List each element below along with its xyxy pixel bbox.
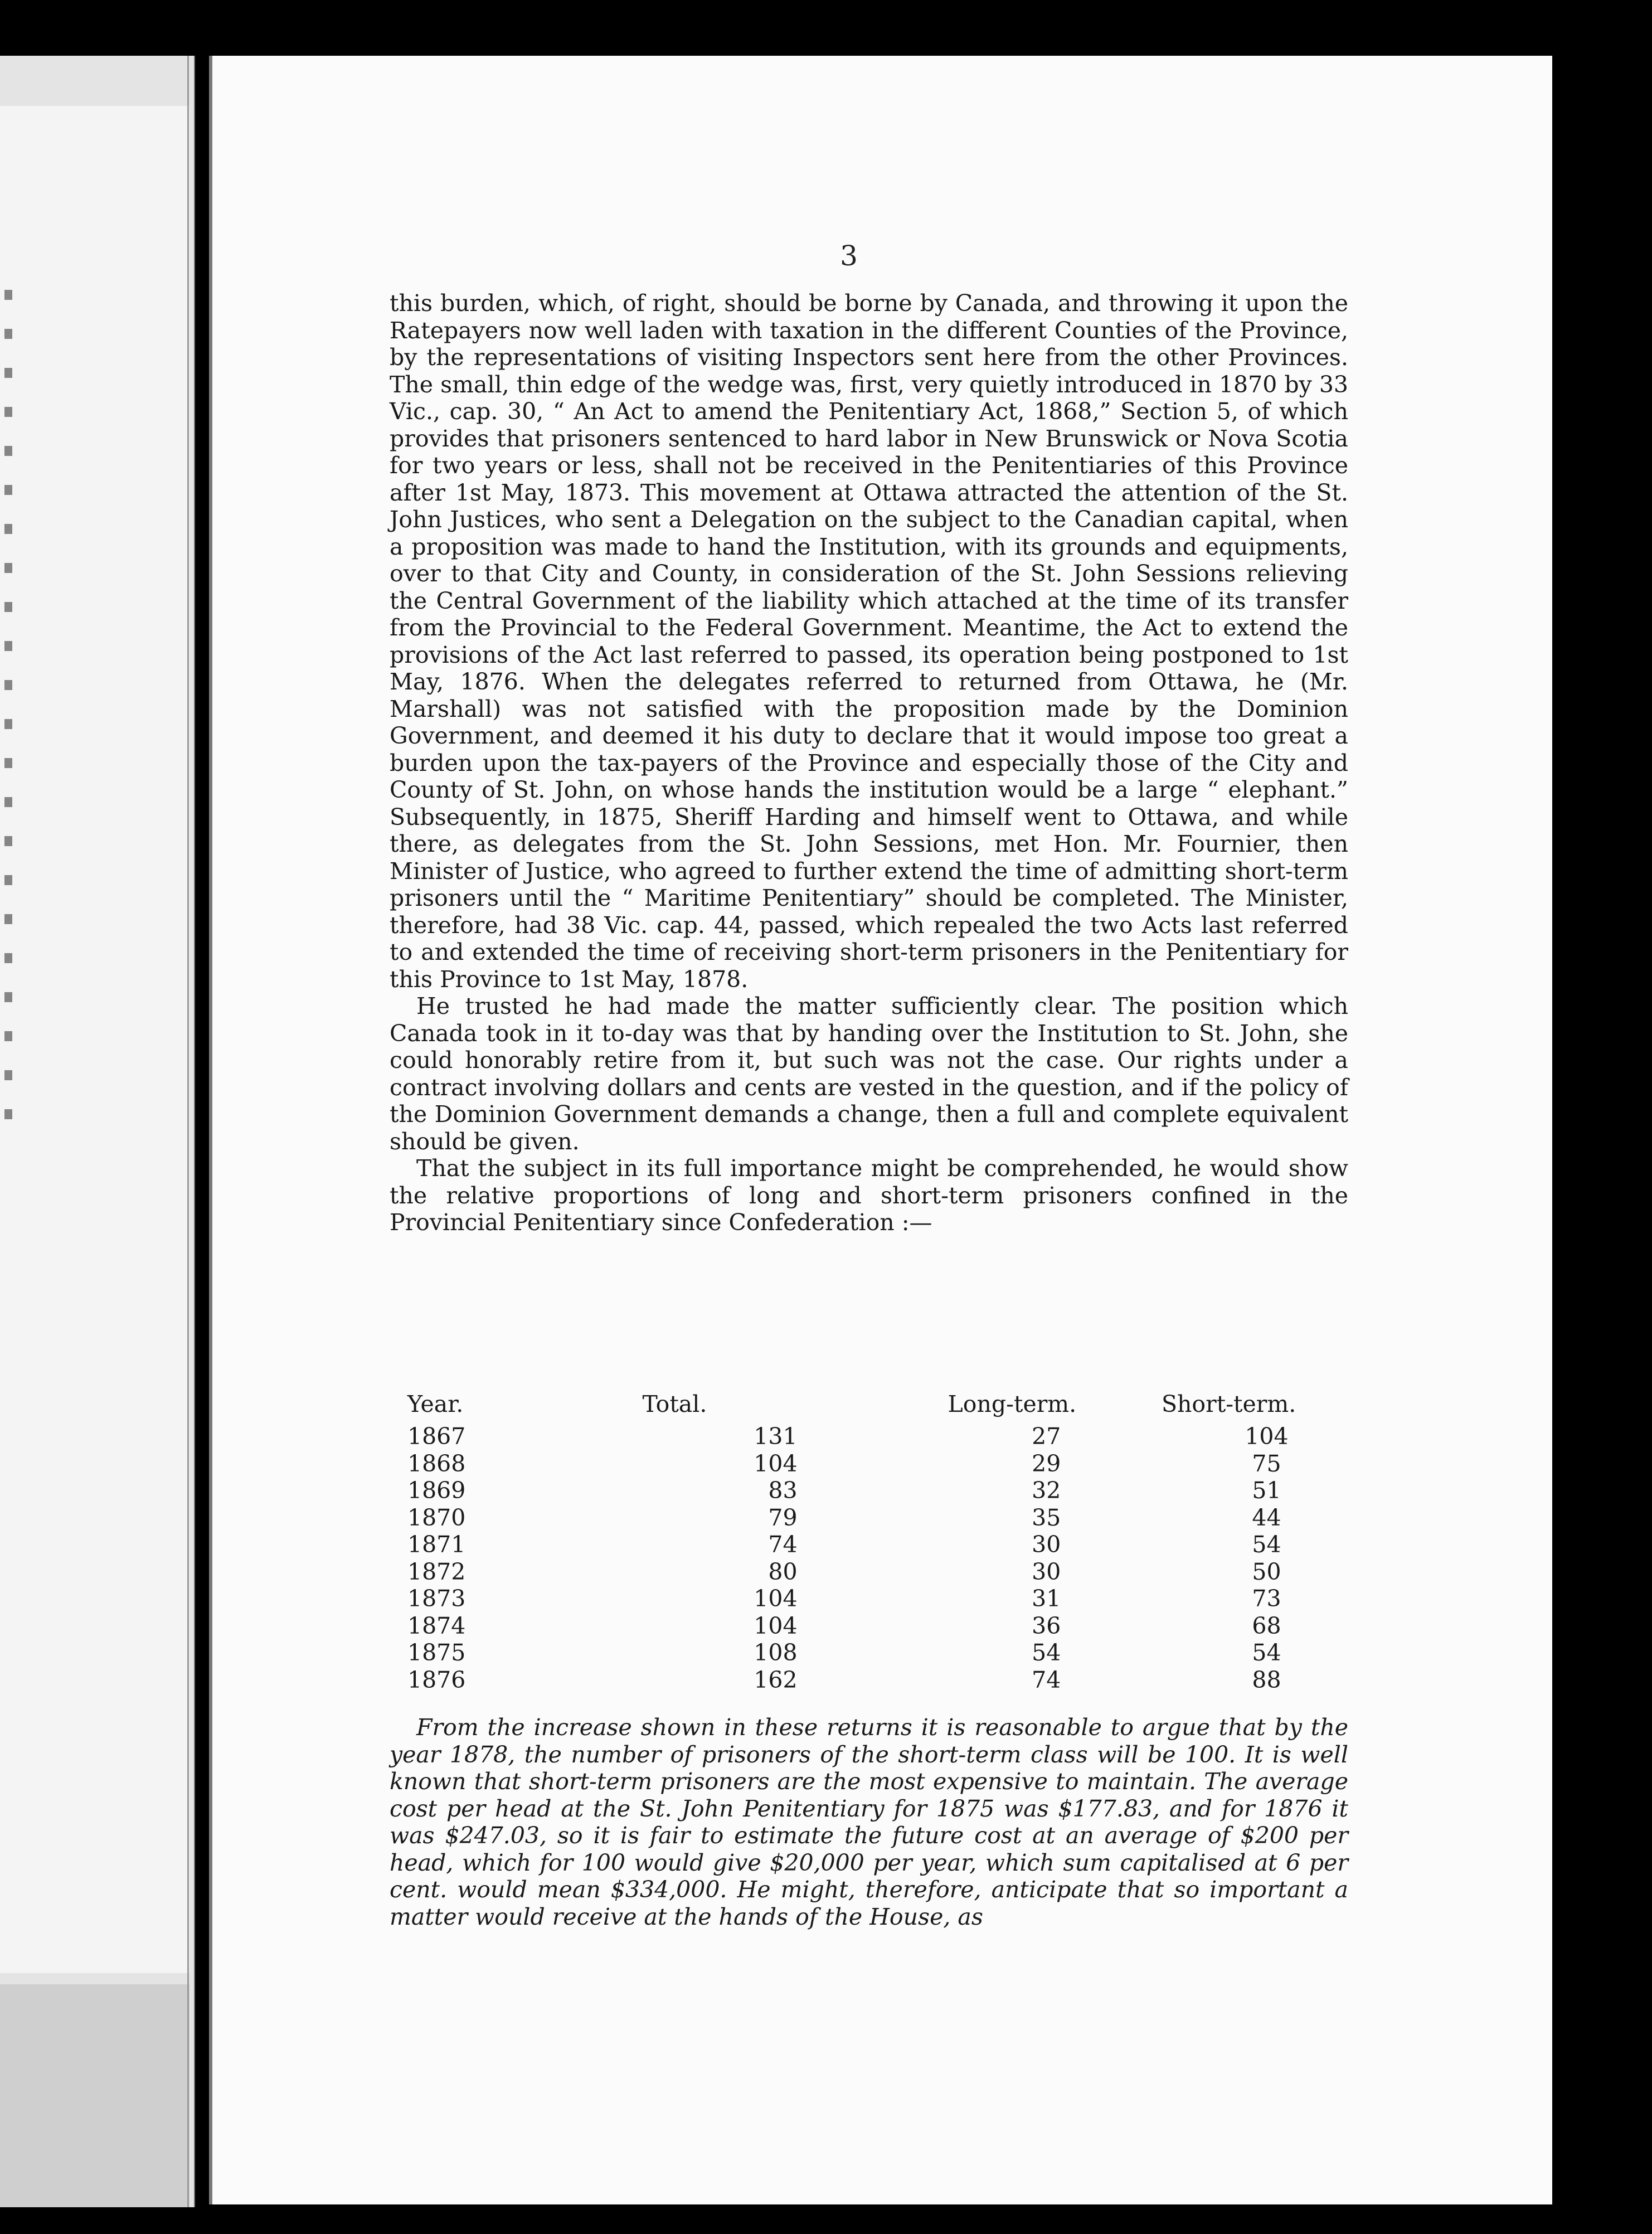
cell-year: 1876 — [407, 1666, 466, 1693]
cell-total: 108 — [754, 1639, 798, 1666]
cell-short-term: 75 — [1252, 1450, 1281, 1477]
table-row — [407, 1423, 1372, 1450]
table-row — [407, 1667, 1372, 1694]
header-year: Year. — [407, 1391, 464, 1417]
cell-long-term: 54 — [1032, 1639, 1061, 1666]
cell-year: 1869 — [407, 1477, 466, 1504]
cell-short-term: 54 — [1252, 1639, 1281, 1666]
cell-short-term: 50 — [1252, 1558, 1281, 1585]
cell-total: 74 — [768, 1531, 798, 1558]
paragraph: That the subject in its full importance might be comprehended, he would show the relative proportions of long and short-term prisoners confined in the Provincial Penitentiary since Confederation :— — [390, 1155, 1348, 1236]
cell-short-term: 54 — [1252, 1531, 1281, 1558]
cell-short-term: 68 — [1252, 1612, 1281, 1639]
table-header-row — [407, 1391, 1372, 1423]
table-row — [407, 1477, 1372, 1504]
page-fold-line — [187, 56, 189, 2207]
cell-long-term: 30 — [1032, 1531, 1061, 1558]
document-page — [209, 56, 1552, 2204]
page-fold-line-outer — [194, 56, 195, 2207]
facing-page-paper — [0, 106, 190, 1973]
cell-long-term: 32 — [1032, 1477, 1061, 1504]
closing-paragraph — [390, 1714, 1348, 1930]
table-row — [407, 1531, 1372, 1558]
prisoner-statistics-table — [407, 1391, 1372, 1693]
cell-total: 83 — [768, 1477, 798, 1504]
cell-total: 80 — [768, 1558, 798, 1585]
cell-long-term: 29 — [1032, 1450, 1061, 1477]
cell-total: 104 — [754, 1585, 798, 1612]
table-row — [407, 1450, 1372, 1478]
body-text — [390, 290, 1348, 1236]
cell-total: 104 — [754, 1450, 798, 1477]
cell-year: 1870 — [407, 1504, 466, 1531]
table-row — [407, 1558, 1372, 1586]
facing-page-shadow — [0, 1984, 190, 2207]
table-row — [407, 1504, 1372, 1532]
cell-long-term: 35 — [1032, 1504, 1061, 1531]
scan-border — [1552, 0, 1652, 2234]
cell-year: 1867 — [407, 1423, 466, 1450]
cell-short-term: 73 — [1252, 1585, 1281, 1612]
table-row — [407, 1613, 1372, 1640]
italic-paragraph: From the increase shown in these returns it is reasonable to argue that by the year 1878, the number of prisoners of the short-term class will be 100. It is well known that short-term prisoners are the most expensive to maintain. The average cost per head at the St. John Penitentiary for 1875 was $177.83, and for 1876 it was $247.03, so it is fair to estimate the future cost at an average of $200 per head, which for 100 would give $20,000 per year, which sum capitalised at 6 per cent. would mean $334,000. He might, therefore, anticipate that so important a matter would receive at the hands of the House, as — [390, 1714, 1348, 1930]
facing-page-edge — [0, 56, 195, 2207]
cell-year: 1873 — [407, 1585, 466, 1612]
header-short-term: Short-term. — [1161, 1391, 1296, 1417]
cell-year: 1868 — [407, 1450, 466, 1477]
cell-short-term: 104 — [1245, 1423, 1289, 1450]
cell-long-term: 30 — [1032, 1558, 1061, 1585]
cell-long-term: 27 — [1032, 1423, 1061, 1450]
cell-total: 79 — [768, 1504, 798, 1531]
cell-short-term: 51 — [1252, 1477, 1281, 1504]
page-number: 3 — [840, 240, 858, 272]
cell-total: 131 — [754, 1423, 798, 1450]
cell-long-term: 74 — [1032, 1666, 1061, 1693]
cell-total: 162 — [754, 1666, 798, 1693]
paragraph: He trusted he had made the matter sufficiently clear. The position which Canada took in it to-day was that by handing over the Institution to St. John, she could honorably retire from it, but such was not the case. Our rights under a contract involving dollars and cents are vested in the question, and if the policy of the Dominion Government demands a change, then a full and complete equivalent should be given. — [390, 993, 1348, 1155]
cell-year: 1874 — [407, 1612, 466, 1639]
cell-long-term: 31 — [1032, 1585, 1061, 1612]
table-row — [407, 1639, 1372, 1667]
cell-long-term: 36 — [1032, 1612, 1061, 1639]
table-row — [407, 1585, 1372, 1613]
paragraph: this burden, which, of right, should be borne by Canada, and throwing it upon the Ratepayers now well laden with taxation in the different Counties of the Province, by the representations of visiting Inspectors sent here from the other Provinces. The small, thin edge of the wedge was, first, very quietly introduced in 1870 by 33 Vic., cap. 30, “ An Act to amend the Penitentiary Act, 1868,” Section 5, of which provides that prisoners sentenced to hard labor in New Brunswick or Nova Scotia for two years or less, shall not be received in the Penitentiaries of this Province after 1st May, 1873. This movement at Ottawa attracted the attention of the St. John Justices, who sent a Delegation on the subject to the Canadian capital, when a proposition was made to hand the Institution, with its grounds and equipments, over to that City and County, in consideration of the St. John Sessions relieving the Central Government of the liability which attached at the time of its transfer from the Provincial to the Federal Government. Meantime, the Act to extend the provisions of the Act last referred to passed, its operation being postponed to 1st May, 1876. When the delegates referred to returned from Ottawa, he (Mr. Marshall) was not satisfied with the proposition made by the Dominion Government, and deemed it his duty to declare that it would impose too great a burden upon the tax-payers of the Province and especially those of the City and County of St. John, on whose hands the institution would be a large “ elephant.” Subsequently, in 1875, Sheriff Harding and himself went to Ottawa, and while there, as delegates from the St. John Sessions, met Hon. Mr. Fournier, then Minister of Justice, who agreed to further extend the time of admitting short-term prisoners until the “ Maritime Penitentiary” should be completed. The Minister, therefore, had 38 Vic. cap. 44, passed, which repealed the two Acts last referred to and extended the time of receiving short-term prisoners in the Penitentiary for this Province to 1st May, 1878. — [390, 290, 1348, 993]
facing-page-text-remnant — [4, 290, 12, 1126]
header-total: Total. — [642, 1391, 707, 1417]
cell-year: 1871 — [407, 1531, 466, 1558]
cell-year: 1875 — [407, 1639, 466, 1666]
cell-year: 1872 — [407, 1558, 466, 1585]
cell-total: 104 — [754, 1612, 798, 1639]
header-long-term: Long-term. — [948, 1391, 1077, 1417]
cell-short-term: 88 — [1252, 1666, 1281, 1693]
cell-short-term: 44 — [1252, 1504, 1281, 1531]
